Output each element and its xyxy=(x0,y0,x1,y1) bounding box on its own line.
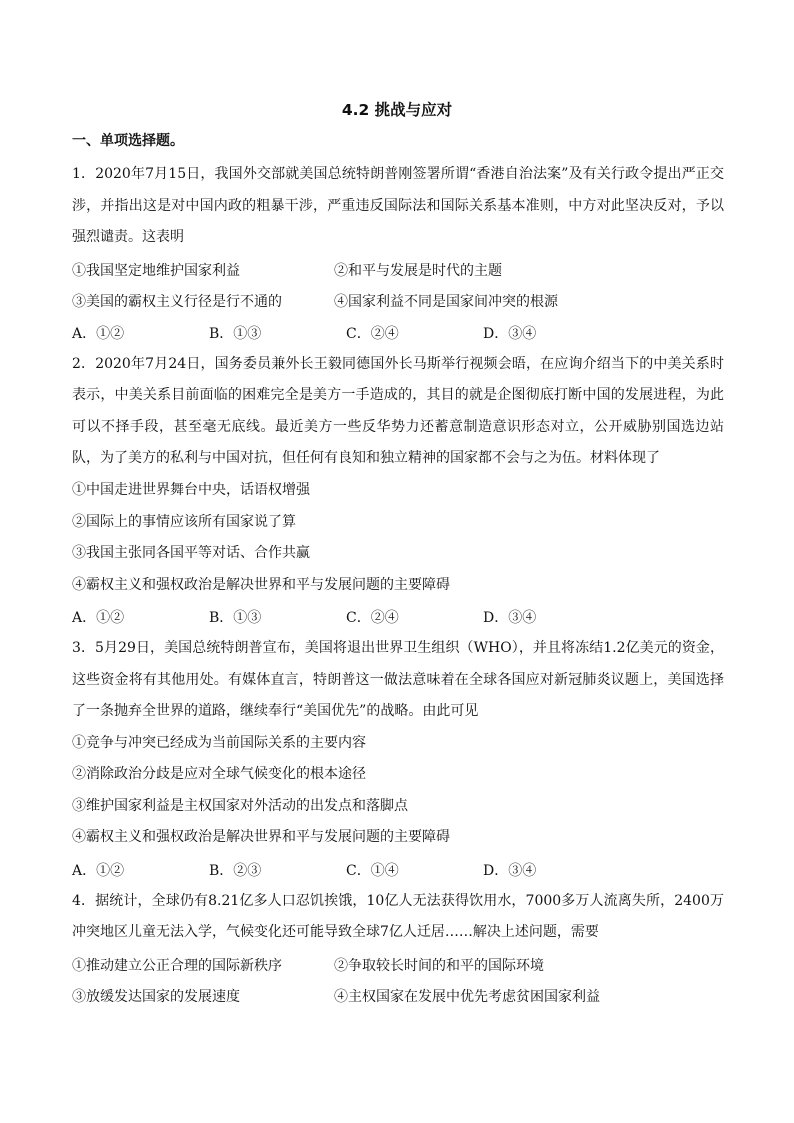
answer-d: D．③④ xyxy=(483,862,537,879)
answer-b: B．①③ xyxy=(209,610,262,627)
answer-a: A．①② xyxy=(72,610,125,627)
question-stem: 3．5月29日，美国总统特朗普宣布，美国将退出世界卫生组织（WHO），并且将冻结1.2亿美元的资金，这些资金将有其他用处。有媒体直言，特朗普这一做法意味着在全球各国应对新冠肺炎议题上，美国选择了一条抛弃全世界的道路，继续奉行“美国优先”的战略。由此可见 xyxy=(72,639,724,720)
question-stem: 2．2020年7月24日，国务委员兼外长王毅同德国外长马斯举行视频会晤，在应询介绍当下的中美关系时表示，中美关系目前面临的困难完全是美方一手造成的，其目的就是企图彻底打断中国的发展进程，为此可以不择手段，甚至毫无底线。最近美方一些反华势力还蓄意制造意识形态对立，公开威胁别国选边站队，为了美方的私利与中国对抗，但任何有良知和独立精神的国家都不会与之为伍。材料体现了 xyxy=(72,355,724,467)
option-2: ②争取较长时间的和平的国际环境 xyxy=(334,957,544,974)
option-2: ②国际上的事情应该所有国家说了算 xyxy=(72,513,296,530)
question-stem: 1．2020年7月15日，我国外交部就美国总统特朗普刚签署所谓“香港自治法案”及有关行政令提出严正交涉，并指出这是对中国内政的粗暴干涉，严重违反国际法和国际关系基本准则，中方对此坚决反对，予以强烈谴责。这表明 xyxy=(72,166,724,246)
option-2: ②消除政治分歧是应对全球气候变化的根本途径 xyxy=(72,766,366,783)
question-4 xyxy=(72,886,724,1012)
option-1: ①我国坚定地维护国家利益 xyxy=(72,262,240,279)
answer-a: A．①② xyxy=(72,325,125,342)
answer-d: D．③④ xyxy=(483,610,537,627)
question-list xyxy=(72,159,724,1012)
answer-choices xyxy=(72,854,724,886)
option-row xyxy=(72,980,724,1012)
page-title: 4.2 挑战与应对 xyxy=(341,101,453,119)
answer-b: B．①③ xyxy=(209,325,262,342)
option-1: ①推动建立公正合理的国际新秩序 xyxy=(72,957,282,974)
option-4: ④霸权主义和强权政治是解决世界和平与发展问题的主要障碍 xyxy=(72,576,450,593)
question-3 xyxy=(72,633,724,886)
section-heading: 一、单项选择题。 xyxy=(72,133,184,149)
option-row xyxy=(72,254,724,286)
answer-c: C．②④ xyxy=(346,610,399,627)
option-3: ③放缓发达国家的发展速度 xyxy=(72,989,240,1006)
option-1: ①中国走进世界舞台中央，话语权增强 xyxy=(72,481,310,498)
option-4: ④霸权主义和强权政治是解决世界和平与发展问题的主要障碍 xyxy=(72,829,450,846)
answer-c: C．②④ xyxy=(346,325,399,342)
answer-c: C．①④ xyxy=(346,862,399,879)
question-stem: 4．据统计，全球仍有8.21亿多人口忍饥挨饿，10亿人无法获得饮用水，7000多万人流离失所，2400万冲突地区儿童无法入学，气候变化还可能导致全球7亿人迁居……解决上述问题，需要 xyxy=(72,892,724,941)
answer-b: B．②③ xyxy=(209,862,262,879)
option-1: ①竞争与冲突已经成为当前国际关系的主要内容 xyxy=(72,734,366,751)
answer-d: D．③④ xyxy=(483,325,537,342)
option-2: ②和平与发展是时代的主题 xyxy=(334,262,502,279)
option-3: ③我国主张同各国平等对话、合作共赢 xyxy=(72,545,310,562)
option-4: ④主权国家在发展中优先考虑贫困国家利益 xyxy=(334,989,600,1006)
option-row xyxy=(72,285,724,317)
answer-choices xyxy=(72,601,724,633)
option-3: ③维护国家利益是主权国家对外活动的出发点和落脚点 xyxy=(72,797,408,814)
answer-choices xyxy=(72,317,724,349)
question-2 xyxy=(72,349,724,633)
option-4: ④国家利益不同是国家间冲突的根源 xyxy=(334,294,558,311)
answer-a: A．①② xyxy=(72,862,125,879)
question-1 xyxy=(72,159,724,349)
option-3: ③美国的霸权主义行径是行不通的 xyxy=(72,294,282,311)
option-row xyxy=(72,949,724,981)
